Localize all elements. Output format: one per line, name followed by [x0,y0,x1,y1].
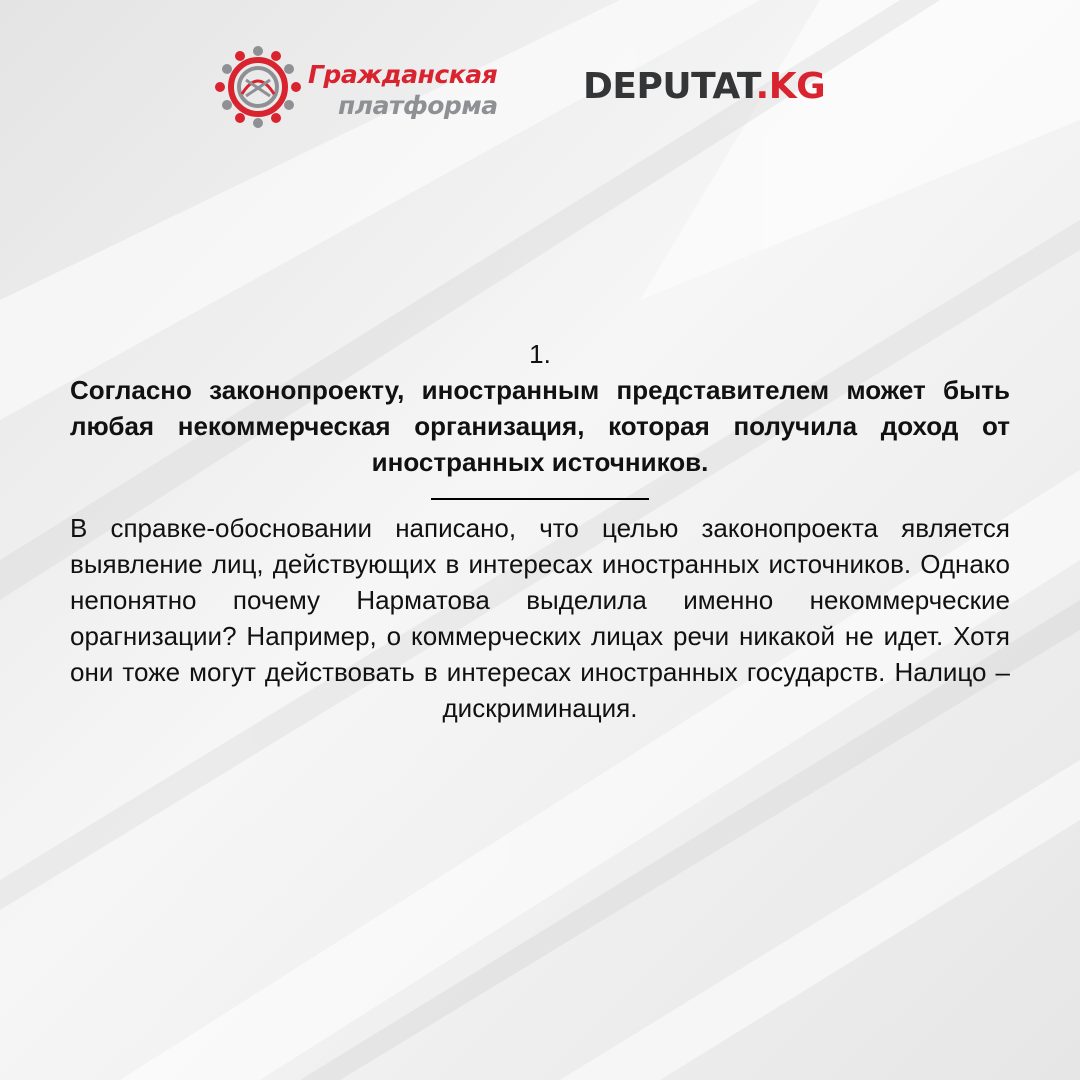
deputat-logo-main: DEPUTAT [583,66,756,107]
item-heading: Согласно законопроекту, иностранным представителем может быть любая некоммерческая организация, которая получила доход от иностранных источников. [70,375,1010,477]
deputat-logo-tld: KG [768,66,826,107]
item-number: 1. [529,339,551,369]
logo-bar [0,40,1080,140]
civic-platform-logo-line2: платформа [338,91,498,120]
item-body-text: В справке-обосновании написано, что целью законопроекта является выявление лиц, действующих в интересах иностранных источников. Однако непонятно почему Нарматова выделила именно некоммерческие орагнизации? Например, о коммерческих лицах речи никакой не идет. Хотя они тоже могут действовать в интересах иностранных государств. Налицо – дискриминация. [70,513,1010,723]
deputat-logo-dot: . [755,66,769,107]
deputat-kg-logo [583,66,825,107]
divider-line [431,498,649,500]
civic-platform-logo-line1: Гражданская [308,60,498,89]
main-content [70,336,1010,726]
civic-platform-emblem-icon [215,44,301,130]
